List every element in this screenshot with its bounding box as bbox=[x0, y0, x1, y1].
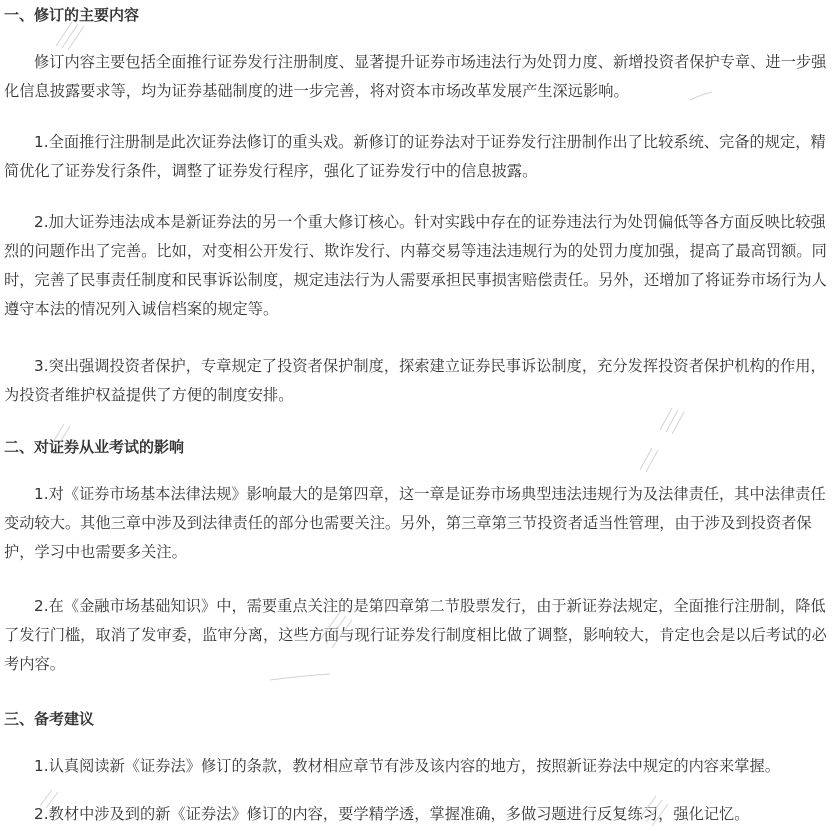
paragraph-advice-read: 1.认真阅读新《证券法》修订的条款，教材相应章节有涉及该内容的地方，按照新证券法中规定的内容来掌握。 bbox=[34, 757, 780, 775]
paragraph-investor-protection: 3.突出强调投资者保护，专章规定了投资者保护制度，探索建立证券民事诉讼制度，充分发挥投资者保护机构的作用，为投资者维护权益提供了方便的制度安排。 bbox=[4, 357, 826, 404]
section-heading-study-advice: 三、备考建议 bbox=[4, 710, 95, 728]
section-heading-main-content: 一、修订的主要内容 bbox=[4, 6, 140, 24]
paragraph-finance-exam: 2.在《金融市场基础知识》中，需要重点关注的是第四章第二节股票发行，由于新证券法规定，全面推行注册制，降低了发行门槛，取消了发审委，监审分离，这些方面与现行证券发行制度相比做了调整，影响较大，肯定也会是以后考试的必考内容。 bbox=[4, 597, 827, 673]
paragraph-overview: 修订内容主要包括全面推行证券发行注册制度、显著提升证券市场违法行为处罚力度、新增投资者保护专章、进一步强化信息披露要求等，均为证券基础制度的进一步完善，将对资本市场改革发展产生深远影响。 bbox=[4, 53, 827, 100]
paragraph-registration-system: 1.全面推行注册制是此次证券法修订的重头戏。新修订的证券法对于证券发行注册制作出了比较系统、完备的规定，精简优化了证券发行条件，调整了证券发行程序，强化了证券发行中的信息披露。 bbox=[4, 133, 826, 180]
paragraph-violation-cost: 2.加大证券违法成本是新证券法的另一个重大修订核心。针对实践中存在的证券违法行为处罚偏低等各方面反映比较强烈的问题作出了完善。比如，对变相公开发行、欺诈发行、内幕交易等违法违规行为的处罚力度加强，提高了最高罚额。同时，完善了民事责任制度和民事诉讼制度，规定违法行为人需要承担民事损害赔偿责任。另外，还增加了将证券市场行为人遵守本法的情况列入诚信档案的规定等。 bbox=[4, 213, 827, 318]
paragraph-laws-exam: 1.对《证券市场基本法律法规》影响最大的是第四章，这一章是证券市场典型违法违规行为及法律责任，其中法律责任变动较大。其他三章中涉及到法律责任的部分也需要关注。另外，第三章第三节投资者适当性管理，由于涉及到投资者保护，学习中也需要多关注。 bbox=[4, 485, 826, 561]
section-heading-exam-impact: 二、对证券从业考试的影响 bbox=[4, 438, 185, 456]
paragraph-advice-practice: 2.教材中涉及到的新《证券法》修订的内容，要学精学透，掌握准确，多做习题进行反复练习，强化记忆。 bbox=[34, 805, 750, 823]
